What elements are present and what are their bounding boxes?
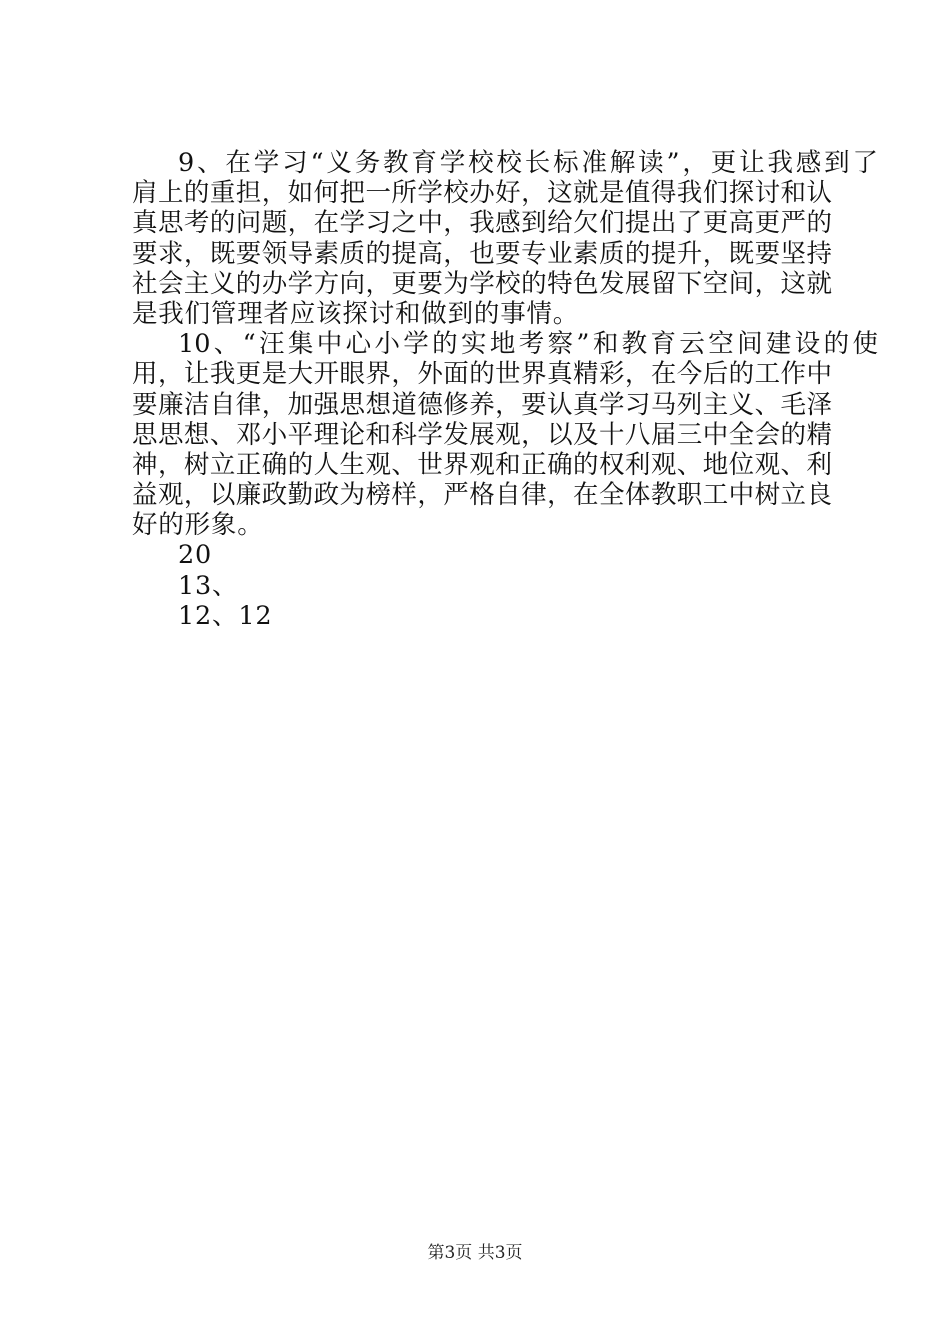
paragraph-9-line-6: 是我们管理者应该探讨和做到的事情。 — [132, 298, 580, 329]
paragraph-9-line-1: 9、在学习“义务教育学校校长标准解读”，更让我感到了 — [178, 148, 878, 178]
paragraph-10-line-5: 神，树立正确的人生观、世界观和正确的权利观、地位观、利 — [132, 449, 832, 480]
paragraph-10-line-1: 10、“汪集中心小学的实地考察”和教育云空间建设的使 — [178, 329, 878, 360]
paragraph-10-line-7: 好的形象。 — [132, 510, 264, 541]
paragraph-9-line-4: 要求，既要领导素质的提高，也要专业素质的提升，既要坚持 — [132, 238, 832, 269]
paragraph-10-line-4: 思思想、邓小平理论和科学发展观，以及十八届三中全会的精 — [132, 419, 832, 450]
date-line-2: 13、 — [178, 570, 239, 601]
paragraph-10-line-2: 用，让我更是大开眼界，外面的世界真精彩，在今后的工作中 — [132, 359, 832, 390]
paragraph-9-line-2: 肩上的重担，如何把一所学校办好，这就是值得我们探讨和认 — [132, 178, 832, 209]
paragraph-10-line-6: 益观，以廉政勤政为榜样，严格自律，在全体教职工中树立良 — [132, 480, 832, 511]
date-line-1: 20 — [178, 540, 213, 571]
paragraph-10-line-3: 要廉洁自律，加强思想道德修养，要认真学习马列主义、毛泽 — [132, 389, 832, 420]
date-line-3: 12、12 — [178, 600, 273, 631]
paragraph-9-line-3: 真思考的问题，在学习之中，我感到给欠们提出了更高更严的 — [132, 208, 832, 239]
document-body — [132, 148, 878, 631]
page-footer: 第3页 共3页 — [427, 1243, 523, 1263]
paragraph-9-line-5: 社会主义的办学方向，更要为学校的特色发展留下空间，这就 — [132, 268, 832, 299]
